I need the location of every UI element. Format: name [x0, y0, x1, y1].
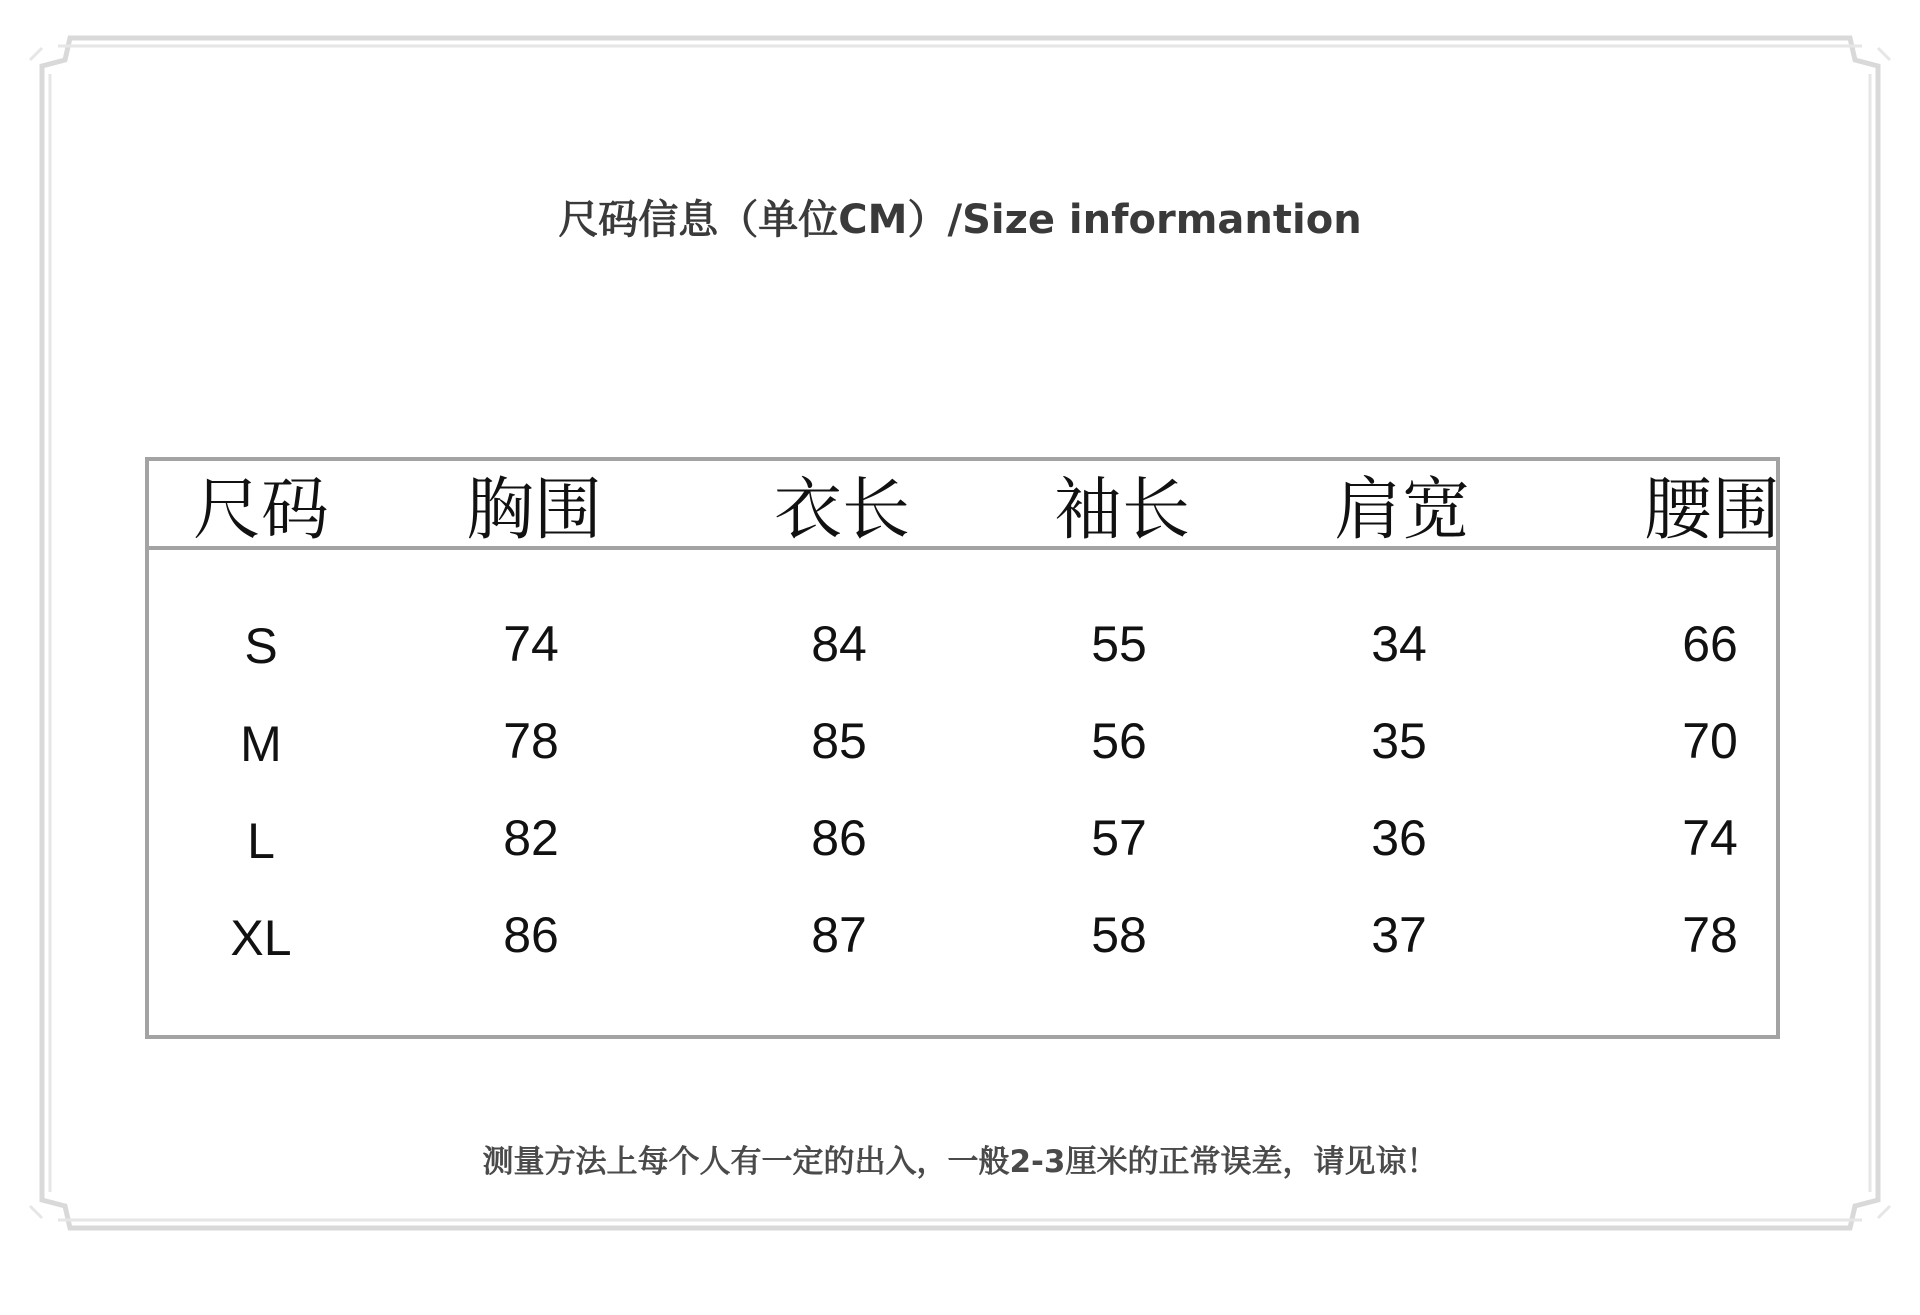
- table-cell: 56: [1091, 713, 1147, 769]
- table-cell: 57: [1091, 810, 1147, 866]
- table-cell: 78: [503, 713, 559, 769]
- table-cell: 58: [1091, 907, 1147, 963]
- table-cell: L: [247, 813, 275, 869]
- table-cell: 87: [811, 907, 867, 963]
- table-header-row: [149, 461, 1781, 550]
- table-cell: 84: [811, 616, 867, 672]
- table-cell: 86: [811, 810, 867, 866]
- table-cell: 74: [1682, 810, 1738, 866]
- table-cell: 78: [1682, 907, 1738, 963]
- table-cell: 35: [1371, 713, 1427, 769]
- table-cell: 85: [811, 713, 867, 769]
- table-cell: 36: [1371, 810, 1427, 866]
- table-cell: M: [240, 716, 282, 772]
- header-sleeve: 袖长: [1053, 471, 1191, 550]
- measurement-note: 测量方法上每个人有一定的出入，一般2-3厘米的正常误差，请见谅！: [482, 1144, 1438, 1180]
- header-waist: 腰围: [1643, 471, 1781, 550]
- header-size: 尺码: [192, 471, 330, 550]
- header-chest: 胸围: [465, 471, 603, 550]
- header-shoulder: 肩宽: [1333, 471, 1471, 550]
- header-length: 衣长: [773, 471, 911, 550]
- table-cell: 86: [503, 907, 559, 963]
- table-cell: 37: [1371, 907, 1427, 963]
- table-cell: 34: [1371, 616, 1427, 672]
- table-cell: 55: [1091, 616, 1147, 672]
- table-cell: XL: [230, 910, 292, 966]
- table-cell: 66: [1682, 616, 1738, 672]
- size-table: [145, 457, 1780, 1039]
- table-cell: S: [244, 618, 278, 674]
- table-cell: 70: [1682, 713, 1738, 769]
- table-cell: 74: [503, 616, 559, 672]
- page-title: 尺码信息（单位CM）/Size informantion: [558, 197, 1362, 243]
- table-cell: 82: [503, 810, 559, 866]
